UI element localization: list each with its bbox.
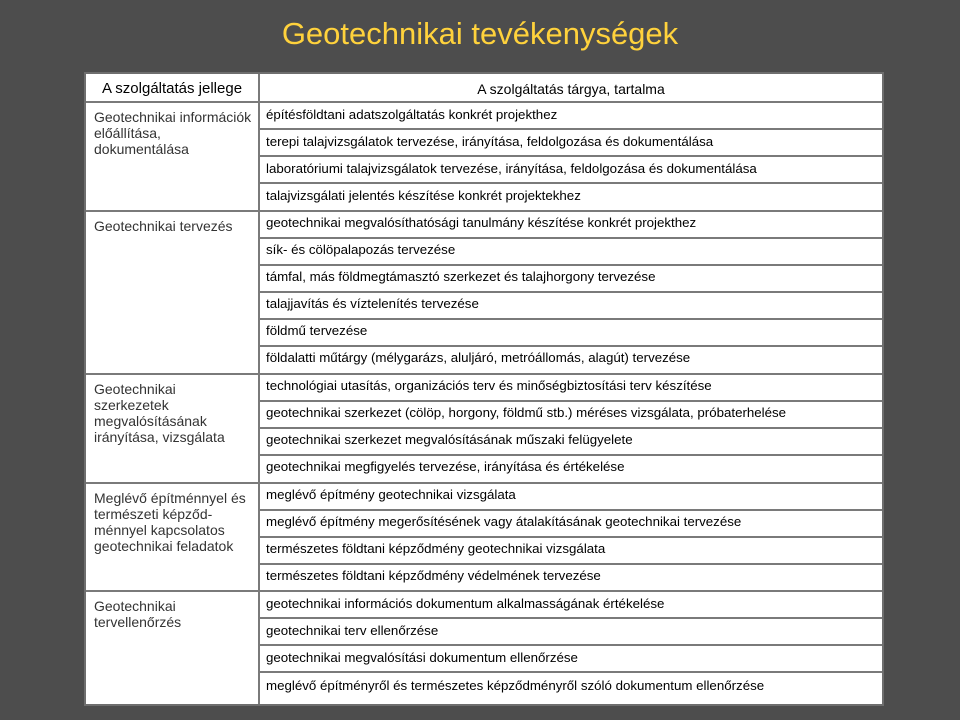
content-row: geotechnikai szerkezet megvalósításának műszaki felügyelete [266,432,633,447]
row-divider [260,454,882,456]
row-divider [260,509,882,511]
row-divider [260,210,882,212]
row-divider [260,318,882,320]
column-divider [258,74,260,704]
content-row: geotechnikai szerkezet (cölöp, horgony, földmű stb.) méréses vizsgálata, próbaterhelése [266,405,787,420]
content-row: talajjavítás és víztelenítés tervezése [266,296,479,311]
category-supervision: Geotechnikai szerkezetek megvalósításának irányítása, vizsgálata [94,381,225,445]
content-row: meglévő építmény geotechnikai vizsgálata [266,487,516,502]
row-divider [260,617,882,619]
content-row: meglévő építmény megerősítésének vagy átalakításának geotechnikai tervezése [266,514,742,529]
row-divider [260,291,882,293]
content-row: geotechnikai információs dokumentum alkalmasságának értékelése [266,596,665,611]
row-divider [260,237,882,239]
category-review: Geotechnikai tervellenőrzés [94,598,182,630]
category-existing: Meglévő építménnyel és természeti képződ-ménnyel kapcsolatos geotechnikai feladatok [94,490,246,554]
row-divider [260,155,882,157]
activities-table [84,72,884,706]
content-row: természetes földtani képződmény geotechnikai vizsgálata [266,541,606,556]
content-row: geotechnikai megvalósítási dokumentum ellenőrzése [266,650,578,665]
content-row: terepi talajvizsgálatok tervezése, irányítása, feldolgozása és dokumentálása [266,134,714,149]
category-divider [86,210,258,212]
content-row: talajvizsgálati jelentés készítése konkrét projektekhez [266,188,581,203]
content-row: geotechnikai megvalósíthatósági tanulmány készítése konkrét projekthez [266,215,697,230]
content-row: építésföldtani adatszolgáltatás konkrét projekthez [266,107,558,122]
content-row: laboratóriumi talajvizsgálatok tervezése, irányítása, feldolgozása és dokumentálása [266,161,757,176]
header-service-type: A szolgáltatás jellege [101,80,243,97]
content-row: földmű tervezése [266,323,368,338]
header-service-content: A szolgáltatás tárgya, tartalma [477,81,665,97]
row-divider [260,482,882,484]
row-divider [260,182,882,184]
row-divider [260,590,882,592]
row-divider [260,345,882,347]
category-design: Geotechnikai tervezés [94,218,233,234]
row-divider [260,373,882,375]
content-row: technológiai utasítás, organizációs terv és minőségbiztosítási terv készítése [266,378,712,393]
row-divider [260,400,882,402]
row-divider [260,644,882,646]
row-divider [260,427,882,429]
content-row: támfal, más földmegtámasztó szerkezet és talajhorgony tervezése [266,269,656,284]
content-row: földalatti műtárgy (mélygarázs, aluljáró, metróállomás, alagút) tervezése [266,350,691,365]
row-divider [260,128,882,130]
content-row: meglévő építményről és természetes képződményről szóló dokumentum ellenőrzése [266,678,765,693]
content-row: sík- és cölöpalapozás tervezése [266,242,456,257]
row-divider [260,264,882,266]
header-divider-right [260,101,882,103]
row-divider [260,563,882,565]
content-row: geotechnikai terv ellenőrzése [266,623,439,638]
category-divider [86,482,258,484]
page-title: Geotechnikai tevékenységek [281,16,679,51]
row-divider [260,536,882,538]
category-divider [86,590,258,592]
content-row: természetes földtani képződmény védelmének tervezése [266,568,601,583]
category-info: Geotechnikai információk előállítása, dokumentálása [94,109,252,157]
content-row: geotechnikai megfigyelés tervezése, irányítása és értékelése [266,459,625,474]
category-divider [86,373,258,375]
header-divider-left [86,101,258,103]
row-divider [260,671,882,673]
